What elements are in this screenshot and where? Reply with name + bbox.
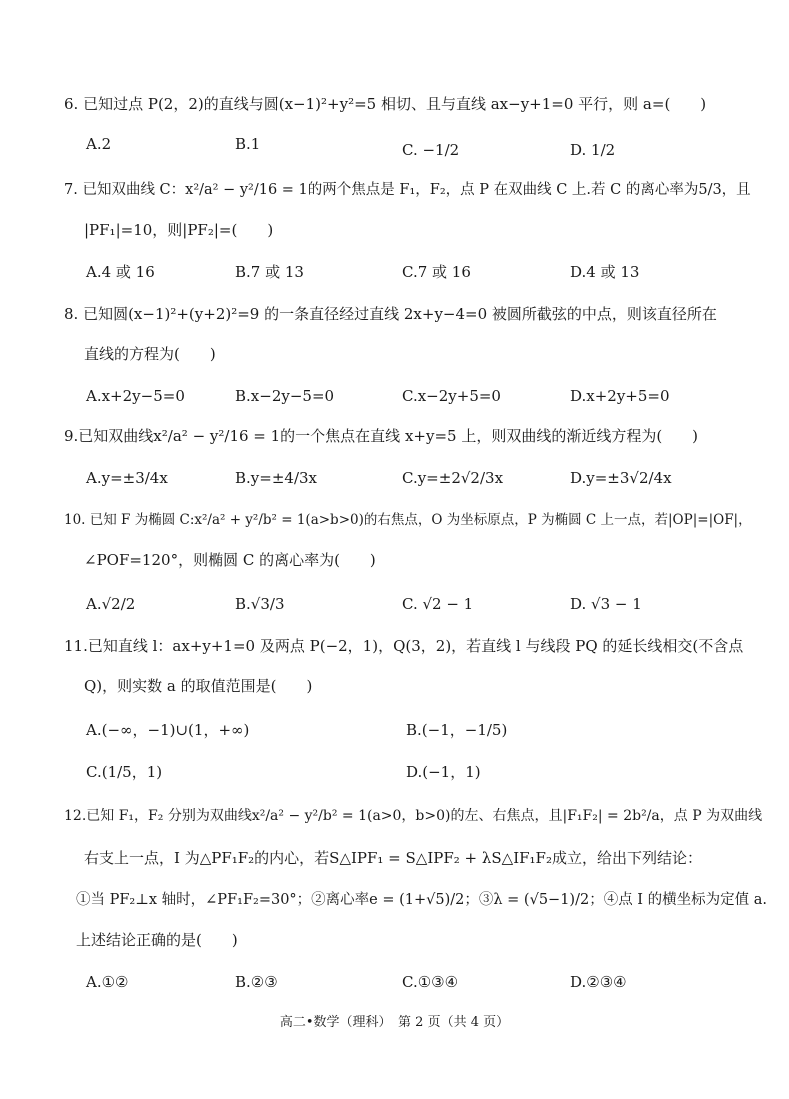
- question-6-option-b: B.1: [235, 135, 261, 153]
- question-8-option-d: D.x+2y+5=0: [570, 387, 670, 405]
- question-6-option-d: D. 1/2: [570, 141, 616, 159]
- question-12-line-1: 12.已知 F₁，F₂ 分别为双曲线x²/a² − y²/b² = 1(a>0，b>0)的左、右焦点，且|F₁F₂| = 2b²/a，点 P 为双曲线: [64, 808, 763, 824]
- question-11-option-b: B.(−1，−1/5): [406, 721, 508, 739]
- question-11-option-d: D.(−1，1): [406, 763, 481, 781]
- question-12-option-d: D.②③④: [570, 973, 627, 991]
- question-8-line-2: 直线的方程为( ): [84, 345, 216, 363]
- question-10-option-c: C. √2 − 1: [402, 595, 474, 613]
- question-8-option-a: A.x+2y−5=0: [86, 387, 185, 405]
- question-10-line-1: 10. 已知 F 为椭圆 C:x²/a² + y²/b² = 1(a>b>0)的右焦点，O 为坐标原点，P 为椭圆 C 上一点，若|OP|=|OF|，: [64, 512, 752, 528]
- question-11-option-c: C.(1/5，1): [86, 763, 163, 781]
- question-8-option-b: B.x−2y−5=0: [235, 387, 335, 405]
- question-8-line-1: 8. 已知圆(x−1)²+(y+2)²=9 的一条直径经过直线 2x+y−4=0 被圆所截弦的中点，则该直径所在: [64, 305, 717, 323]
- question-12-line-4: 上述结论正确的是( ): [76, 931, 238, 949]
- question-12-option-b: B.②③: [235, 973, 278, 991]
- question-8-option-c: C.x−2y+5=0: [402, 387, 501, 405]
- question-10-line-2: ∠POF=120°，则椭圆 C 的离心率为( ): [84, 551, 376, 569]
- question-12-option-a: A.①②: [86, 973, 129, 991]
- question-12-line-3: ①当 PF₂⊥x 轴时，∠PF₁F₂=30°；②离心率e = (1+√5)/2；③λ = (√5−1)/2；④点 I 的横坐标为定值 a.: [76, 892, 768, 908]
- question-10-option-d: D. √3 − 1: [570, 595, 642, 613]
- question-7-line-2: |PF₁|=10，则|PF₂|=( ): [84, 221, 274, 239]
- question-9-option-a: A.y=±3/4x: [86, 469, 168, 487]
- question-7-option-a: A.4 或 16: [86, 263, 155, 281]
- question-7-option-b: B.7 或 13: [235, 263, 304, 281]
- question-7-line-1: 7. 已知双曲线 C：x²/a² − y²/16 = 1的两个焦点是 F₁，F₂，点 P 在双曲线 C 上.若 C 的离心率为5/3，且: [64, 182, 751, 198]
- question-9-option-b: B.y=±4/3x: [235, 469, 318, 487]
- question-12-line-2: 右支上一点，I 为△PF₁F₂的内心，若S△IPF₁ = S△IPF₂ + λS△IF₁F₂成立，给出下列结论：: [84, 849, 702, 867]
- question-12-option-c: C.①③④: [402, 973, 459, 991]
- question-11-option-a: A.(−∞，−1)∪(1，+∞): [86, 721, 250, 739]
- page-footer: 高二•数学（理科） 第 2 页（共 4 页）: [279, 1015, 510, 1030]
- question-10-option-b: B.√3/3: [235, 595, 285, 613]
- question-6-option-c: C. −1/2: [402, 141, 460, 159]
- question-11-line-1: 11.已知直线 l：ax+y+1=0 及两点 P(−2，1)，Q(3，2)，若直线 l 与线段 PQ 的延长线相交(不含点: [64, 637, 744, 655]
- question-10-option-a: A.√2/2: [86, 595, 136, 613]
- question-11-line-2: Q)，则实数 a 的取值范围是( ): [84, 677, 313, 695]
- question-9-line-1: 9.已知双曲线x²/a² − y²/16 = 1的一个焦点在直线 x+y=5 上，则双曲线的渐近线方程为( ): [64, 427, 699, 445]
- question-9-option-c: C.y=±2√2/3x: [402, 469, 504, 487]
- question-6-line-1: 6. 已知过点 P(2，2)的直线与圆(x−1)²+y²=5 相切、且与直线 ax−y+1=0 平行，则 a=( ): [64, 95, 707, 113]
- question-7-option-c: C.7 或 16: [402, 263, 471, 281]
- question-9-option-d: D.y=±3√2/4x: [570, 469, 672, 487]
- question-7-option-d: D.4 或 13: [570, 263, 640, 281]
- question-6-option-a: A.2: [86, 135, 112, 153]
